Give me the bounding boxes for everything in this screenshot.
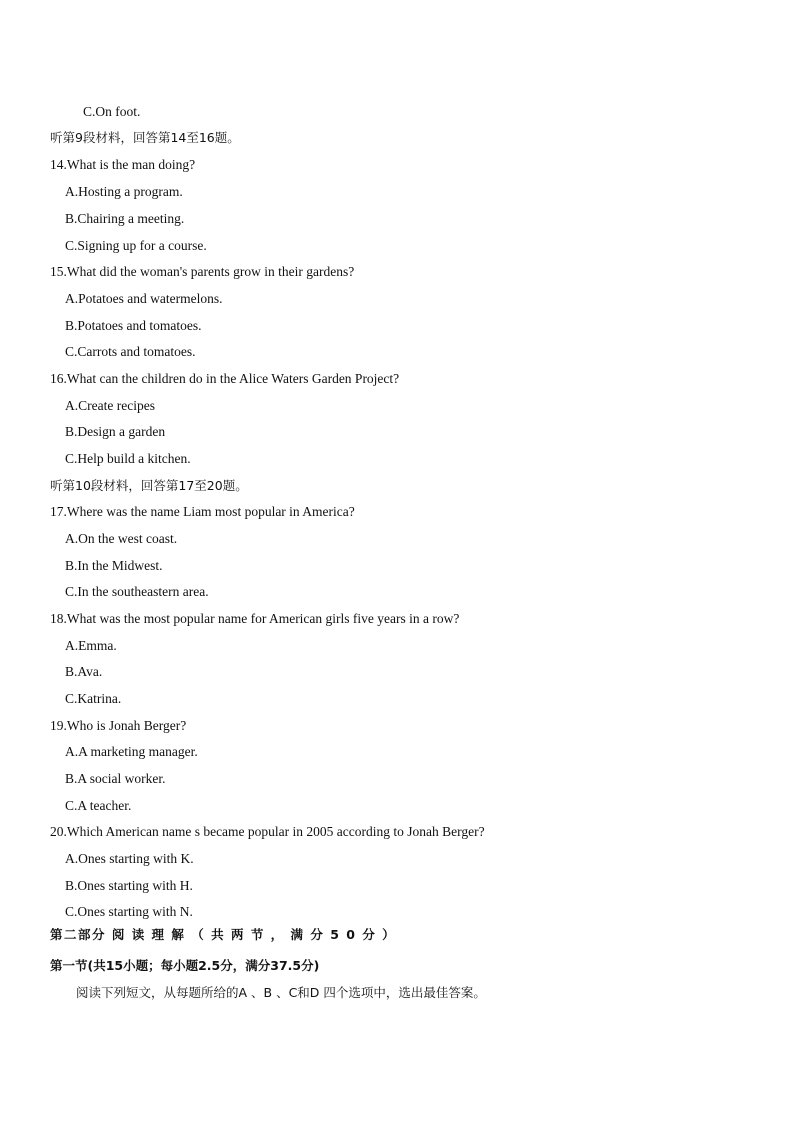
option-15c: C.Carrots and tomatoes. [65,344,196,359]
question-18: 18.What was the most popular name for American girls five years in a row? [50,611,460,626]
option-17c: C.In the southeastern area. [65,584,209,599]
option-16c: C.Help build a kitchen. [65,451,191,466]
option-13c: C.On foot. [83,104,141,119]
option-20c: C.Ones starting with N. [65,904,193,919]
question-19: 19.Who is Jonah Berger? [50,718,187,733]
option-14c: C.Signing up for a course. [65,238,207,253]
option-15b: B.Potatoes and tomatoes. [65,318,202,333]
option-16a: A.Create recipes [65,398,155,413]
option-19b: B.A social worker. [65,771,166,786]
option-20b: B.Ones starting with H. [65,878,193,893]
section-9-instruction: 听第9段材料，回答第14至16题。 [50,130,240,145]
section-10-instruction: 听第10段材料，回答第17至20题。 [50,478,248,493]
option-14b: B.Chairing a meeting. [65,211,185,226]
option-15a: A.Potatoes and watermelons. [65,291,223,306]
option-17a: A.On the west coast. [65,531,178,546]
reading-instruction: 阅读下列短文，从每题所给的A 、B 、C和D 四个选项中，选出最佳答案。 [76,985,486,1000]
option-16b: B.Design a garden [65,424,166,439]
option-17b: B.In the Midwest. [65,558,163,573]
option-18b: B.Ava. [65,664,103,679]
option-14a: A.Hosting a program. [65,184,183,199]
question-20: 20.Which American name s became popular in 2005 according to Jonah Berger? [50,824,485,839]
option-18a: A.Emma. [65,638,117,653]
part-two-heading: 第二部分 阅 读 理 解 （ 共 两 节 ， 满 分 5 0 分 ） [50,927,397,942]
question-17: 17.Where was the name Liam most popular in America? [50,504,355,519]
option-19c: C.A teacher. [65,798,132,813]
option-20a: A.Ones starting with K. [65,851,194,866]
question-15: 15.What did the woman's parents grow in their gardens? [50,264,355,279]
question-14: 14.What is the man doing? [50,157,196,172]
question-16: 16.What can the children do in the Alice Waters Garden Project? [50,371,400,386]
option-19a: A.A marketing manager. [65,744,198,759]
option-18c: C.Katrina. [65,691,122,706]
section-one-heading: 第一节(共15小题；每小题2.5分，满分37.5分) [50,958,320,973]
